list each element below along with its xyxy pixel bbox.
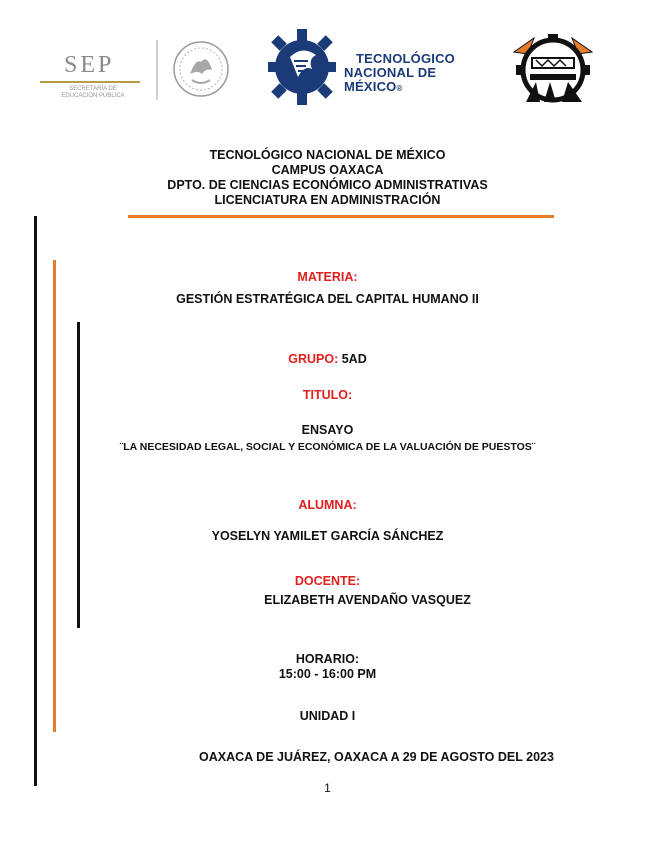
unidad-label: UNIDAD I [299, 709, 356, 723]
tecnm-line1: TECNOLÓGICO [356, 51, 455, 66]
titulo-label: TITULO: [302, 388, 353, 402]
mexico-seal-icon [172, 40, 230, 98]
campus-name: CAMPUS OAXACA [271, 163, 384, 177]
grupo-label: GRUPO: [288, 352, 339, 366]
grupo-value: 5AD [338, 352, 367, 366]
materia-value: GESTIÓN ESTRATÉGICA DEL CAPITAL HUMANO II [176, 292, 479, 306]
sep-logo-bar [40, 81, 140, 83]
sep-logo [40, 52, 145, 102]
tecnm-gear-eagle-icon [268, 27, 338, 107]
ito-logo-icon [506, 30, 600, 110]
tecnm-logo [268, 27, 478, 107]
titulo-type: ENSAYO [301, 423, 354, 437]
department-name: DPTO. DE CIENCIAS ECONÓMICO ADMINISTRATIVAS [167, 178, 488, 192]
sep-logo-subtitle: SECRETARÍA DE EDUCACIÓN PÚBLICA [61, 86, 125, 99]
page-number: 1 [324, 781, 331, 795]
header-divider [128, 215, 554, 218]
tecnm-registered-mark: ® [396, 84, 403, 93]
docente-value: ELIZABETH AVENDAÑO VASQUEZ [264, 593, 471, 607]
alumna-label: ALUMNA: [298, 498, 357, 512]
alumna-value: YOSELYN YAMILET GARCÍA SÁNCHEZ [211, 529, 444, 543]
tecnm-line2: NACIONAL DE MÉXICO [344, 65, 437, 94]
materia-label: MATERIA: [297, 270, 358, 284]
docente-label: DOCENTE: [294, 574, 361, 588]
horario-value: 15:00 - 16:00 PM [278, 667, 377, 681]
grupo-line [0, 352, 655, 366]
institution-name: TECNOLÓGICO NACIONAL DE MÉXICO [209, 148, 446, 162]
horario-label: HORARIO: [295, 652, 360, 666]
titulo-value: ¨LA NECESIDAD LEGAL, SOCIAL Y ECONÓMICA DE LA VALUACIÓN DE PUESTOS¨ [119, 441, 536, 453]
sep-logo-text: SEP [64, 52, 115, 78]
logo-divider [156, 40, 158, 100]
tecnm-logo-text [344, 52, 478, 96]
degree-name: LICENCIATURA EN ADMINISTRACIÓN [214, 193, 441, 207]
place-date: OAXACA DE JUÁREZ, OAXACA A 29 DE AGOSTO DEL 2023 [199, 750, 554, 764]
header-block [0, 148, 655, 208]
